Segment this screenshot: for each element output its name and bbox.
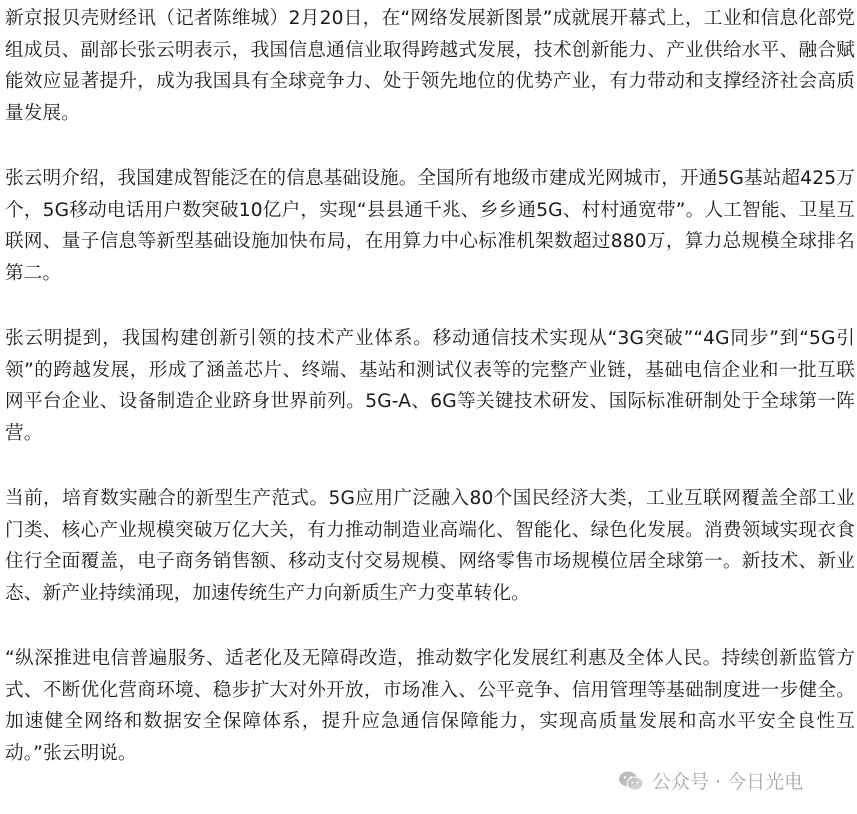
paragraph-1: 新京报贝壳财经讯（记者陈维城）2月20日，在“网络发展新图景”成就展开幕式上，工业和信息化部党组成员、副部长张云明表示，我国信息通信业取得跨越式发展，技术创新能力、产业供给水平、融合赋能效应显著提升，成为我国具有全球竞争力、处于领先地位的优势产业，有力带动和支撑经济社会高质量发展。 — [5, 8, 855, 124]
paragraph-3: 张云明提到，我国构建创新引领的技术产业体系。移动通信技术实现从“3G突破”“4G同步”到“5G引领”的跨越发展，形成了涵盖芯片、终端、基站和测试仪表等的完整产业链，基础电信企业和一批互联网平台企业、设备制造企业跻身世界前列。5G-A、6G等关键技术研发、国际标准研制处于全球第一阵营。 — [5, 328, 855, 444]
watermark-text: 公众号 · 今日光电 — [652, 771, 804, 793]
paragraph-4: 当前，培育数实融合的新型生产范式。5G应用广泛融入80个国民经济大类，工业互联网覆盖全部工业门类、核心产业规模突破万亿大关，有力推动制造业高端化、智能化、绿色化发展。消费领域实现衣食住行全面覆盖，电子商务销售额、移动支付交易规模、网络零售市场规模位居全球第一。新技术、新业态、新产业持续涌现，加速传统生产力向新质生产力变革转化。 — [5, 488, 855, 604]
paragraph-5: “纵深推进电信普遍服务、适老化及无障碍改造，推动数字化发展红利惠及全体人民。持续创新监管方式、不断优化营商环境、稳步扩大对外开放，市场准入、公平竞争、信用管理等基础制度进一步健全。加速健全网络和数据安全保障体系，提升应急通信保障能力，实现高质量发展和高水平安全良性互动。”张云明说。 — [5, 648, 855, 764]
paragraph-2: 张云明介绍，我国建成智能泛在的信息基础设施。全国所有地级市建成光网城市，开通5G基站超425万个，5G移动电话用户数突破10亿户，实现“县县通千兆、乡乡通5G、村村通宽带”。人工智能、卫星互联网、量子信息等新型基础设施加快布局，在用算力中心标准机架数超过880万，算力总规模全球排名第二。 — [5, 168, 855, 284]
